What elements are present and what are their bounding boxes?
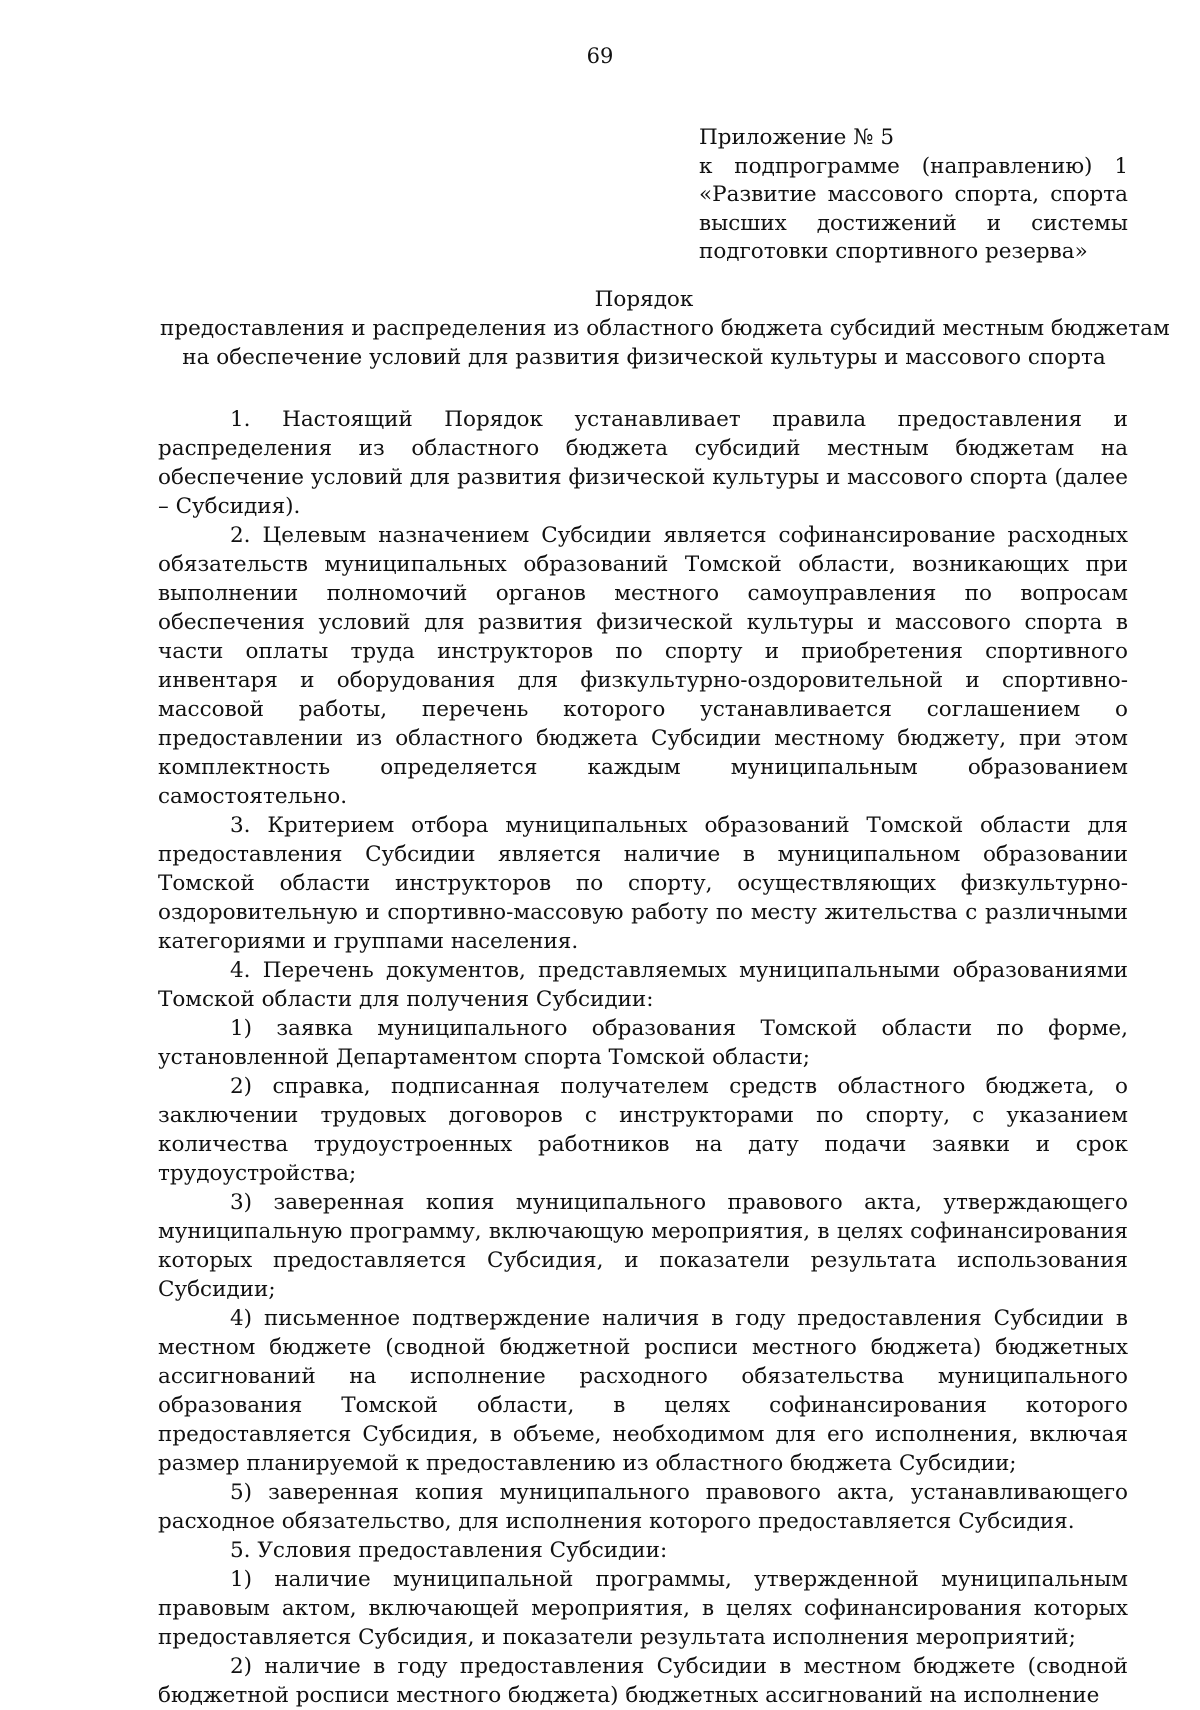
paragraph-5-item-2: 2) наличие в году предоставления Субсидии в местном бюджете (сводной бюджетной росписи местного бюджета) бюджетных ассигнований на исполнение xyxy=(158,1654,1128,1708)
appendix-line-5: подготовки спортивного резерва» xyxy=(699,239,1088,264)
paragraph-4-item-5: 5) заверенная копия муниципального правового акта, устанавливающего расходное обязательство, для исполнения которого предоставляется Субсидия. xyxy=(158,1480,1128,1534)
appendix-line-2: к подпрограмме (направлению) 1 xyxy=(699,153,1128,179)
paragraph-3: 3. Критерием отбора муниципальных образований Томской области для предоставления Субсидии является наличие в муниципальном образовании Томской области инструкторов по спорту, осуществляющих физкультурно-оздоровительную и спортивно-массовую работу по месту жительства с различными категориями и группами населения. xyxy=(158,813,1128,954)
appendix-line-3: «Развитие массового спорта, спорта xyxy=(699,182,1128,207)
appendix-line-1: Приложение № 5 xyxy=(699,125,895,150)
paragraph-4-item-1: 1) заявка муниципального образования Томской области по форме, установленной Департаментом спорта Томской области; xyxy=(158,1016,1128,1070)
appendix-line-4: высших достижений и системы xyxy=(699,210,1128,236)
paragraph-4-item-2: 2) справка, подписанная получателем средств областного бюджета, о заключении трудовых договоров с инструкторами по спорту, с указанием количества трудоустроенных работников на дату подачи заявки и срок трудоустройства; xyxy=(158,1074,1128,1186)
paragraph-5-item-1: 1) наличие муниципальной программы, утвержденной муниципальным правовым актом, включающей мероприятия, в целях софинансирования которых предоставляется Субсидия, и показатели результата исполнения мероприятий; xyxy=(158,1567,1128,1650)
paragraph-2: 2. Целевым назначением Субсидии является софинансирование расходных обязательств муниципальных образований Томской области, возникающих при выполнении полномочий органов местного самоуправления по вопросам обеспечения условий для развития физической культуры и массового спорта в части оплаты труда инструкторов по спорту и приобретения спортивного инвентаря и оборудования для физкультурно-оздоровительной и спортивно-массовой работы, перечень которого устанавливается соглашением о предоставлении из областного бюджета Субсидии местному бюджету, при этом комплектность определяется каждым муниципальным образованием самостоятельно. xyxy=(158,523,1128,809)
paragraph-4-item-4: 4) письменное подтверждение наличия в году предоставления Субсидии в местном бюджете (сводной бюджетной росписи местного бюджета) бюджетных ассигнований на исполнение расходного обязательства муниципального образования Томской области, в целях софинансирования которого предоставляется Субсидия, в объеме, необходимом для его исполнения, включая размер планируемой к предоставлению из областного бюджета Субсидии; xyxy=(158,1306,1128,1476)
document-body xyxy=(158,405,1128,1710)
appendix-note xyxy=(699,124,1128,267)
paragraph-4: 4. Перечень документов, представляемых муниципальными образованиями Томской области для получения Субсидии: xyxy=(158,958,1128,1012)
paragraph-1: 1. Настоящий Порядок устанавливает правила предоставления и распределения из областного бюджета субсидий местным бюджетам на обеспечение условий для развития физической культуры и массового спорта (далее – Субсидия). xyxy=(158,407,1128,519)
title-heading: Порядок xyxy=(594,287,694,312)
paragraph-4-item-3: 3) заверенная копия муниципального правового акта, утверждающего муниципальную программу, включающую мероприятия, в целях софинансирования которых предоставляется Субсидия, и показатели результата использования Субсидии; xyxy=(158,1190,1128,1302)
paragraph-5: 5. Условия предоставления Субсидии: xyxy=(230,1538,668,1563)
title-line-2: на обеспечение условий для развития физической культуры и массового спорта xyxy=(182,345,1106,370)
title-line-1: предоставления и распределения из областного бюджета субсидий местным бюджетам xyxy=(160,316,1170,341)
document-title xyxy=(160,285,1170,372)
page-number: 69 xyxy=(586,44,614,68)
